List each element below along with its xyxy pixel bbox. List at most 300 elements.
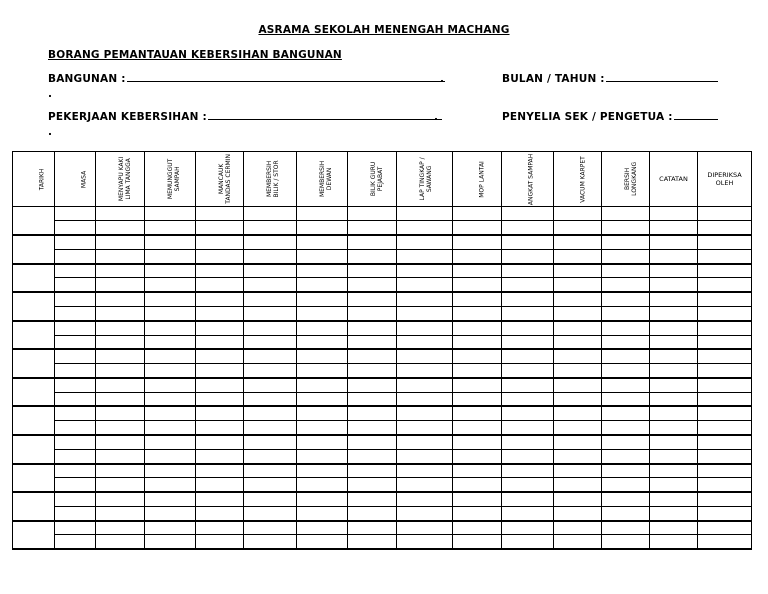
table-cell[interactable] xyxy=(502,349,554,363)
table-cell[interactable] xyxy=(698,506,752,520)
table-cell[interactable] xyxy=(453,292,502,306)
table-cell[interactable] xyxy=(397,378,453,392)
table-cell[interactable] xyxy=(698,278,752,292)
table-cell[interactable] xyxy=(55,349,96,363)
table-cell[interactable] xyxy=(502,292,554,306)
table-cell[interactable] xyxy=(602,278,650,292)
table-cell[interactable] xyxy=(602,364,650,378)
table-cell[interactable] xyxy=(96,378,145,392)
table-cell[interactable] xyxy=(602,221,650,235)
table-cell[interactable] xyxy=(348,535,397,549)
table-cell[interactable] xyxy=(502,335,554,349)
table-cell[interactable] xyxy=(698,221,752,235)
table-cell[interactable] xyxy=(297,392,348,406)
table-cell[interactable] xyxy=(698,249,752,263)
table-cell[interactable] xyxy=(453,349,502,363)
table-cell[interactable] xyxy=(244,421,297,435)
table-cell[interactable] xyxy=(453,221,502,235)
table-cell[interactable] xyxy=(698,392,752,406)
table-cell[interactable] xyxy=(602,449,650,463)
table-cell[interactable] xyxy=(145,249,196,263)
table-cell[interactable] xyxy=(602,421,650,435)
table-cell[interactable] xyxy=(453,492,502,506)
table-cell[interactable] xyxy=(196,506,244,520)
table-cell[interactable] xyxy=(554,278,602,292)
table-cell[interactable] xyxy=(96,535,145,549)
table-cell[interactable] xyxy=(502,521,554,535)
table-cell[interactable] xyxy=(397,535,453,549)
table-cell[interactable] xyxy=(453,478,502,492)
table-cell[interactable] xyxy=(244,321,297,335)
table-cell[interactable] xyxy=(650,521,698,535)
table-cell[interactable] xyxy=(502,306,554,320)
table-cell[interactable] xyxy=(96,335,145,349)
table-cell[interactable] xyxy=(554,364,602,378)
table-cell[interactable] xyxy=(397,335,453,349)
table-cell[interactable] xyxy=(196,364,244,378)
table-cell[interactable] xyxy=(196,449,244,463)
table-cell[interactable] xyxy=(244,492,297,506)
table-cell[interactable] xyxy=(348,464,397,478)
table-cell[interactable] xyxy=(453,207,502,221)
table-cell[interactable] xyxy=(698,449,752,463)
table-cell[interactable] xyxy=(96,521,145,535)
table-cell[interactable] xyxy=(602,335,650,349)
table-cell[interactable] xyxy=(502,464,554,478)
table-cell[interactable] xyxy=(196,435,244,449)
table-cell[interactable] xyxy=(502,321,554,335)
table-cell[interactable] xyxy=(96,435,145,449)
table-cell[interactable] xyxy=(297,364,348,378)
table-cell[interactable] xyxy=(397,364,453,378)
table-cell[interactable] xyxy=(453,535,502,549)
table-cell[interactable] xyxy=(96,321,145,335)
table-cell[interactable] xyxy=(145,392,196,406)
table-cell[interactable] xyxy=(297,464,348,478)
table-cell[interactable] xyxy=(602,306,650,320)
table-cell[interactable] xyxy=(397,506,453,520)
table-cell[interactable] xyxy=(55,449,96,463)
table-cell[interactable] xyxy=(502,207,554,221)
table-cell[interactable] xyxy=(96,464,145,478)
table-cell[interactable] xyxy=(698,378,752,392)
table-cell[interactable] xyxy=(55,335,96,349)
table-cell[interactable] xyxy=(502,478,554,492)
table-cell[interactable] xyxy=(650,278,698,292)
table-cell[interactable] xyxy=(297,449,348,463)
date-cell[interactable] xyxy=(13,521,55,550)
table-cell[interactable] xyxy=(55,435,96,449)
table-cell[interactable] xyxy=(297,292,348,306)
table-cell[interactable] xyxy=(244,506,297,520)
table-cell[interactable] xyxy=(348,521,397,535)
table-cell[interactable] xyxy=(348,392,397,406)
table-cell[interactable] xyxy=(96,235,145,249)
table-cell[interactable] xyxy=(297,406,348,420)
table-cell[interactable] xyxy=(96,506,145,520)
table-cell[interactable] xyxy=(650,492,698,506)
date-cell[interactable] xyxy=(13,292,55,321)
table-cell[interactable] xyxy=(397,492,453,506)
table-cell[interactable] xyxy=(348,364,397,378)
table-cell[interactable] xyxy=(244,478,297,492)
table-cell[interactable] xyxy=(96,421,145,435)
table-cell[interactable] xyxy=(297,435,348,449)
table-cell[interactable] xyxy=(55,406,96,420)
penyelia-input-line[interactable] xyxy=(674,118,718,120)
table-cell[interactable] xyxy=(554,421,602,435)
table-cell[interactable] xyxy=(502,406,554,420)
table-cell[interactable] xyxy=(244,449,297,463)
table-cell[interactable] xyxy=(55,278,96,292)
table-cell[interactable] xyxy=(96,278,145,292)
table-cell[interactable] xyxy=(96,249,145,263)
table-cell[interactable] xyxy=(397,435,453,449)
table-cell[interactable] xyxy=(554,478,602,492)
table-cell[interactable] xyxy=(453,449,502,463)
table-cell[interactable] xyxy=(397,249,453,263)
table-cell[interactable] xyxy=(554,264,602,278)
table-cell[interactable] xyxy=(453,321,502,335)
table-cell[interactable] xyxy=(650,321,698,335)
table-cell[interactable] xyxy=(297,506,348,520)
table-cell[interactable] xyxy=(244,221,297,235)
table-cell[interactable] xyxy=(650,535,698,549)
table-cell[interactable] xyxy=(196,521,244,535)
table-cell[interactable] xyxy=(244,378,297,392)
table-cell[interactable] xyxy=(698,492,752,506)
table-cell[interactable] xyxy=(244,521,297,535)
table-cell[interactable] xyxy=(145,221,196,235)
table-cell[interactable] xyxy=(196,306,244,320)
table-cell[interactable] xyxy=(698,235,752,249)
table-cell[interactable] xyxy=(453,378,502,392)
table-cell[interactable] xyxy=(145,306,196,320)
table-cell[interactable] xyxy=(554,435,602,449)
table-cell[interactable] xyxy=(698,207,752,221)
table-cell[interactable] xyxy=(698,306,752,320)
table-cell[interactable] xyxy=(55,535,96,549)
table-cell[interactable] xyxy=(602,406,650,420)
table-cell[interactable] xyxy=(554,321,602,335)
table-cell[interactable] xyxy=(55,306,96,320)
table-cell[interactable] xyxy=(145,278,196,292)
table-cell[interactable] xyxy=(348,249,397,263)
table-cell[interactable] xyxy=(698,264,752,278)
table-cell[interactable] xyxy=(196,492,244,506)
table-cell[interactable] xyxy=(145,321,196,335)
table-cell[interactable] xyxy=(554,464,602,478)
table-cell[interactable] xyxy=(397,464,453,478)
table-cell[interactable] xyxy=(96,221,145,235)
table-cell[interactable] xyxy=(602,521,650,535)
table-cell[interactable] xyxy=(55,221,96,235)
table-cell[interactable] xyxy=(55,249,96,263)
table-cell[interactable] xyxy=(554,506,602,520)
table-cell[interactable] xyxy=(650,335,698,349)
table-cell[interactable] xyxy=(554,335,602,349)
table-cell[interactable] xyxy=(145,464,196,478)
table-cell[interactable] xyxy=(96,306,145,320)
table-cell[interactable] xyxy=(502,249,554,263)
table-cell[interactable] xyxy=(244,406,297,420)
table-cell[interactable] xyxy=(244,349,297,363)
table-cell[interactable] xyxy=(602,321,650,335)
table-cell[interactable] xyxy=(397,449,453,463)
date-cell[interactable] xyxy=(13,349,55,378)
table-cell[interactable] xyxy=(297,306,348,320)
table-cell[interactable] xyxy=(397,349,453,363)
table-cell[interactable] xyxy=(602,235,650,249)
table-cell[interactable] xyxy=(502,421,554,435)
table-cell[interactable] xyxy=(196,349,244,363)
table-cell[interactable] xyxy=(297,378,348,392)
table-cell[interactable] xyxy=(602,264,650,278)
table-cell[interactable] xyxy=(602,492,650,506)
table-cell[interactable] xyxy=(196,464,244,478)
table-cell[interactable] xyxy=(554,406,602,420)
table-cell[interactable] xyxy=(55,421,96,435)
table-cell[interactable] xyxy=(554,221,602,235)
table-cell[interactable] xyxy=(502,392,554,406)
table-cell[interactable] xyxy=(244,392,297,406)
table-cell[interactable] xyxy=(297,235,348,249)
table-cell[interactable] xyxy=(145,478,196,492)
date-cell[interactable] xyxy=(13,207,55,236)
table-cell[interactable] xyxy=(348,221,397,235)
table-cell[interactable] xyxy=(397,321,453,335)
table-cell[interactable] xyxy=(145,421,196,435)
table-cell[interactable] xyxy=(650,464,698,478)
table-cell[interactable] xyxy=(96,478,145,492)
date-cell[interactable] xyxy=(13,406,55,435)
table-cell[interactable] xyxy=(55,506,96,520)
table-cell[interactable] xyxy=(602,349,650,363)
table-cell[interactable] xyxy=(453,421,502,435)
table-cell[interactable] xyxy=(348,321,397,335)
table-cell[interactable] xyxy=(145,506,196,520)
table-cell[interactable] xyxy=(145,349,196,363)
table-cell[interactable] xyxy=(145,335,196,349)
table-cell[interactable] xyxy=(650,249,698,263)
table-cell[interactable] xyxy=(348,335,397,349)
table-cell[interactable] xyxy=(602,464,650,478)
table-cell[interactable] xyxy=(650,506,698,520)
table-cell[interactable] xyxy=(602,435,650,449)
table-cell[interactable] xyxy=(453,249,502,263)
table-cell[interactable] xyxy=(650,478,698,492)
table-cell[interactable] xyxy=(698,521,752,535)
table-cell[interactable] xyxy=(650,264,698,278)
table-cell[interactable] xyxy=(55,264,96,278)
table-cell[interactable] xyxy=(196,335,244,349)
table-cell[interactable] xyxy=(698,292,752,306)
table-cell[interactable] xyxy=(297,521,348,535)
table-cell[interactable] xyxy=(650,378,698,392)
table-cell[interactable] xyxy=(196,249,244,263)
date-cell[interactable] xyxy=(13,321,55,350)
table-cell[interactable] xyxy=(453,506,502,520)
table-cell[interactable] xyxy=(554,492,602,506)
table-cell[interactable] xyxy=(348,292,397,306)
table-cell[interactable] xyxy=(397,392,453,406)
table-cell[interactable] xyxy=(145,521,196,535)
table-cell[interactable] xyxy=(145,364,196,378)
table-cell[interactable] xyxy=(196,478,244,492)
table-cell[interactable] xyxy=(55,321,96,335)
table-cell[interactable] xyxy=(348,378,397,392)
table-cell[interactable] xyxy=(554,306,602,320)
table-cell[interactable] xyxy=(244,306,297,320)
table-cell[interactable] xyxy=(698,478,752,492)
table-cell[interactable] xyxy=(196,264,244,278)
date-cell[interactable] xyxy=(13,435,55,464)
table-cell[interactable] xyxy=(453,392,502,406)
table-cell[interactable] xyxy=(650,221,698,235)
table-cell[interactable] xyxy=(348,406,397,420)
table-cell[interactable] xyxy=(348,449,397,463)
table-cell[interactable] xyxy=(145,492,196,506)
table-cell[interactable] xyxy=(397,278,453,292)
table-cell[interactable] xyxy=(196,292,244,306)
table-cell[interactable] xyxy=(602,478,650,492)
table-cell[interactable] xyxy=(96,349,145,363)
table-cell[interactable] xyxy=(650,207,698,221)
table-cell[interactable] xyxy=(502,264,554,278)
table-cell[interactable] xyxy=(698,321,752,335)
table-cell[interactable] xyxy=(145,292,196,306)
table-cell[interactable] xyxy=(453,521,502,535)
table-cell[interactable] xyxy=(348,278,397,292)
table-cell[interactable] xyxy=(554,249,602,263)
table-cell[interactable] xyxy=(96,264,145,278)
table-cell[interactable] xyxy=(297,264,348,278)
table-cell[interactable] xyxy=(602,249,650,263)
table-cell[interactable] xyxy=(698,435,752,449)
table-cell[interactable] xyxy=(502,435,554,449)
table-cell[interactable] xyxy=(453,306,502,320)
table-cell[interactable] xyxy=(698,335,752,349)
table-cell[interactable] xyxy=(502,492,554,506)
table-cell[interactable] xyxy=(297,478,348,492)
table-cell[interactable] xyxy=(698,535,752,549)
table-cell[interactable] xyxy=(602,506,650,520)
table-cell[interactable] xyxy=(297,492,348,506)
table-cell[interactable] xyxy=(453,364,502,378)
table-cell[interactable] xyxy=(196,392,244,406)
table-cell[interactable] xyxy=(244,264,297,278)
table-cell[interactable] xyxy=(348,349,397,363)
date-cell[interactable] xyxy=(13,264,55,293)
bulan-tahun-input-line[interactable] xyxy=(606,80,718,82)
table-cell[interactable] xyxy=(698,464,752,478)
table-cell[interactable] xyxy=(196,278,244,292)
table-cell[interactable] xyxy=(297,421,348,435)
table-cell[interactable] xyxy=(244,435,297,449)
table-cell[interactable] xyxy=(244,249,297,263)
table-cell[interactable] xyxy=(96,492,145,506)
table-cell[interactable] xyxy=(397,235,453,249)
table-cell[interactable] xyxy=(145,264,196,278)
table-cell[interactable] xyxy=(55,478,96,492)
table-cell[interactable] xyxy=(244,364,297,378)
table-cell[interactable] xyxy=(554,392,602,406)
table-cell[interactable] xyxy=(348,235,397,249)
date-cell[interactable] xyxy=(13,235,55,264)
table-cell[interactable] xyxy=(244,464,297,478)
table-cell[interactable] xyxy=(602,392,650,406)
table-cell[interactable] xyxy=(453,435,502,449)
table-cell[interactable] xyxy=(297,349,348,363)
table-cell[interactable] xyxy=(554,521,602,535)
table-cell[interactable] xyxy=(650,435,698,449)
table-cell[interactable] xyxy=(55,392,96,406)
table-cell[interactable] xyxy=(55,207,96,221)
table-cell[interactable] xyxy=(348,506,397,520)
table-cell[interactable] xyxy=(453,278,502,292)
table-cell[interactable] xyxy=(244,235,297,249)
table-cell[interactable] xyxy=(650,306,698,320)
table-cell[interactable] xyxy=(297,278,348,292)
table-cell[interactable] xyxy=(554,292,602,306)
table-cell[interactable] xyxy=(602,378,650,392)
table-cell[interactable] xyxy=(698,364,752,378)
table-cell[interactable] xyxy=(397,478,453,492)
table-cell[interactable] xyxy=(650,349,698,363)
date-cell[interactable] xyxy=(13,492,55,521)
table-cell[interactable] xyxy=(96,392,145,406)
table-cell[interactable] xyxy=(502,364,554,378)
date-cell[interactable] xyxy=(13,464,55,493)
table-cell[interactable] xyxy=(297,535,348,549)
table-cell[interactable] xyxy=(453,235,502,249)
date-cell[interactable] xyxy=(13,378,55,407)
table-cell[interactable] xyxy=(554,235,602,249)
table-cell[interactable] xyxy=(397,406,453,420)
table-cell[interactable] xyxy=(397,421,453,435)
table-cell[interactable] xyxy=(55,364,96,378)
table-cell[interactable] xyxy=(650,364,698,378)
pekerjaan-input-line[interactable] xyxy=(208,118,442,120)
table-cell[interactable] xyxy=(145,449,196,463)
table-cell[interactable] xyxy=(55,378,96,392)
table-cell[interactable] xyxy=(145,435,196,449)
table-cell[interactable] xyxy=(348,421,397,435)
table-cell[interactable] xyxy=(554,207,602,221)
table-cell[interactable] xyxy=(145,235,196,249)
table-cell[interactable] xyxy=(196,535,244,549)
table-cell[interactable] xyxy=(554,535,602,549)
table-cell[interactable] xyxy=(96,292,145,306)
table-cell[interactable] xyxy=(297,221,348,235)
table-cell[interactable] xyxy=(55,464,96,478)
table-cell[interactable] xyxy=(397,292,453,306)
table-cell[interactable] xyxy=(196,421,244,435)
table-cell[interactable] xyxy=(650,392,698,406)
table-cell[interactable] xyxy=(453,264,502,278)
table-cell[interactable] xyxy=(698,406,752,420)
table-cell[interactable] xyxy=(348,435,397,449)
table-cell[interactable] xyxy=(297,249,348,263)
table-cell[interactable] xyxy=(96,406,145,420)
table-cell[interactable] xyxy=(348,492,397,506)
table-cell[interactable] xyxy=(96,364,145,378)
table-cell[interactable] xyxy=(244,292,297,306)
table-cell[interactable] xyxy=(297,335,348,349)
table-cell[interactable] xyxy=(196,221,244,235)
table-cell[interactable] xyxy=(196,378,244,392)
table-cell[interactable] xyxy=(397,221,453,235)
